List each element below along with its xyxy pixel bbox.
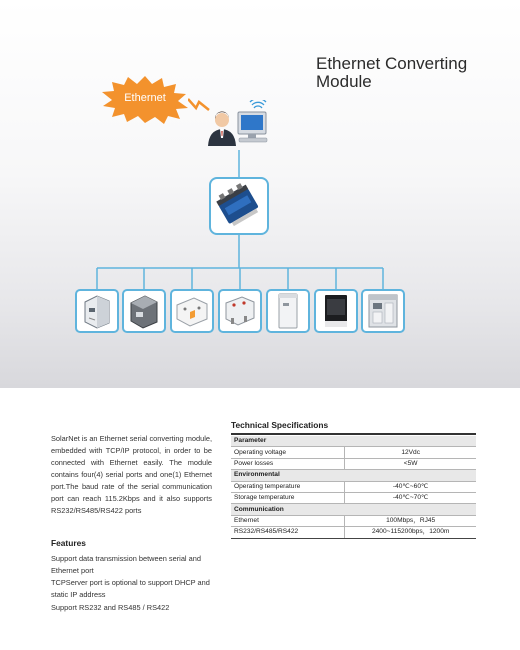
device-cabinet-white (266, 289, 310, 333)
spec-row (231, 492, 476, 503)
device-string-inverter (75, 289, 119, 333)
features-heading: Features (51, 538, 86, 548)
spec-section-row (231, 504, 476, 515)
spec-label: Operating voltage (231, 447, 345, 458)
spec-label: Ethernet (231, 515, 345, 526)
converter-module-icon (211, 179, 267, 233)
intro-paragraph: SolarNet is an Ethernet serial converting module, embedded with TCP/IP protocol, in order to be connected with Ethernet easily. The module contains four(4) serial ports and one(1) Ethernet port.The baud rate of the serial communication port can reach 115.2Kbps and it also supports RS232/RS485/RS422 ports (51, 434, 212, 515)
monitor-box-icon (220, 291, 260, 331)
device-cabinet-black (314, 289, 358, 333)
string-inverter-icon (77, 291, 117, 331)
spec-label: Operating temperature (231, 481, 345, 492)
spec-row (231, 527, 476, 538)
converter-module-box (209, 177, 269, 235)
spec-value: 12Vdc (345, 447, 476, 458)
feature-item: Support data transmission between serial and Ethernet port (51, 554, 201, 575)
spec-heading: Technical Specifications (231, 420, 329, 430)
spec-section-name: Communication (231, 504, 476, 515)
inverter-icon (124, 291, 164, 331)
device-inverter (122, 289, 166, 333)
spec-heading-rule (231, 433, 476, 435)
device-wall-panel (170, 289, 214, 333)
spec-value: -40℃~60℃ (345, 481, 476, 492)
spec-table (231, 436, 476, 539)
spec-value: <5W (345, 458, 476, 469)
device-cabinet-grey (361, 289, 405, 333)
spec-section-name: Environmental (231, 470, 476, 481)
spec-value: -40℃~70℃ (345, 492, 476, 503)
spec-row (231, 447, 476, 458)
cabinet-black-icon (316, 291, 356, 331)
spec-label: Power losses (231, 458, 345, 469)
spec-section-name: Parameter (231, 436, 476, 447)
spec-row (231, 515, 476, 526)
ethernet-burst-label: Ethernet (124, 92, 166, 104)
spec-label: Storage temperature (231, 492, 345, 503)
spec-value: 100Mbps，RJ45 (345, 515, 476, 526)
feature-item: Support RS232 and RS485 / RS422 (51, 603, 170, 612)
hero-title-line2: Module (316, 72, 372, 91)
device-monitor-box (218, 289, 262, 333)
wall-panel-icon (172, 291, 212, 331)
feature-item: TCPServer port is optional to support DHCP and static IP address (51, 578, 210, 599)
cabinet-white-icon (268, 291, 308, 331)
hero-title-line1: Ethernet Converting (316, 54, 468, 73)
spec-row (231, 458, 476, 469)
spec-row (231, 481, 476, 492)
cabinet-grey-icon (363, 291, 403, 331)
spec-label: RS232/RS485/RS422 (231, 527, 345, 538)
spec-section-row (231, 436, 476, 447)
user-computer-icon (206, 100, 270, 150)
spec-value: 2400~115200bps，1200m (345, 527, 476, 538)
spec-section-row (231, 470, 476, 481)
